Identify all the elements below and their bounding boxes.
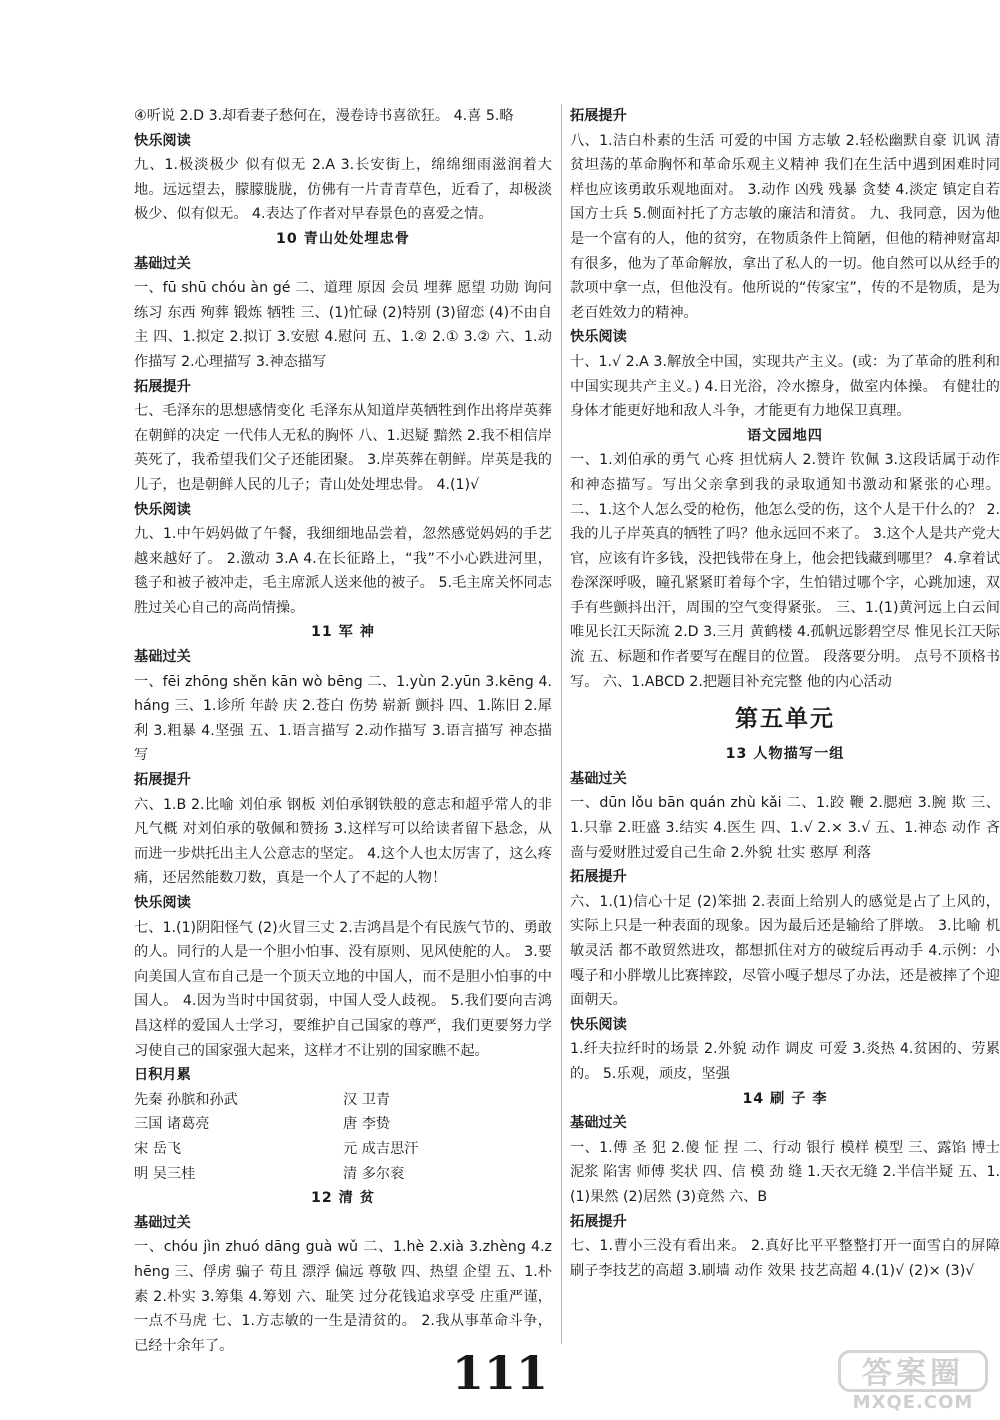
lesson-title: 10 青山处处埋忠骨 (276, 230, 410, 247)
answer-paragraph: 七、毛泽东的思想感情变化 毛泽东从知道岸英牺牲到作出将岸英葬在朝鲜的决定 一代伟人无私的胸怀 八、1.迟疑 黯然 2.我不相信岸英死了，我希望我们父子还能团聚。 3.岸英葬在朝鲜。岸英是我的儿子，也是朝鲜人民的儿子；青山处处埋忠骨。 4.(1)√ (134, 403, 552, 493)
lesson-title: 13 人物描写一组 (725, 746, 845, 763)
watermark-logo-text: 答案圈 (838, 1350, 988, 1392)
answer-paragraph: 七、1.(1)阴阳怪气 (2)火冒三丈 2.吉鸿昌是个有民族气节的、勇敢的人。同行的人是一个胆小怕事、没有原则、见风使舵的人。 3.要向美国人宣布自己是一个顶天立地的中国人，而不是胆小怕事的中国人。 4.因为当时中国贫弱，中国人受人歧视。 5.我们要向吉鸿昌这样的爱国人士学习，要维护自己国家的尊严，我们更要努力学习使自己的国家强大起来，这样才不让别的国家瞧不起。 (134, 919, 552, 1059)
answer-paragraph: 七、1.曹小三没有看出来。 2.真好比平平整整打开一面雪白的屏障 刷子李技艺的高超 3.刷墙 动作 效果 技艺高超 4.(1)√ (2)× (3)√ (570, 1238, 1000, 1279)
section-heading: 快乐阅读 (570, 329, 627, 346)
column-divider (561, 104, 562, 1344)
answer-paragraph: 一、chóu jìn zhuó dāng guà wǔ 二、1.hè 2.xià 3.zhèng 4.zhēng 三、俘虏 骗子 苟且 漂浮 偏远 尊敬 四、热望 企望 五、1.朴素 2.朴实 3.筹集 4.筹划 六、耻笑 过分花钱追求享受 庄重严谨，一点不马虎 七、1.方志敏的一生是清贫的。 2.我从事革命斗争，已经十余年了。 (134, 1239, 552, 1354)
table-row (134, 1112, 552, 1137)
unit-title: 第五单元 (735, 706, 835, 733)
lesson-title: 11 军 神 (311, 624, 375, 641)
table-cell: 汉 卫青 (343, 1091, 391, 1108)
section-heading: 拓展提升 (570, 1213, 627, 1230)
lesson-title: 12 清 贫 (311, 1190, 375, 1207)
section-heading: 拓展提升 (134, 378, 191, 395)
watermark-logo (838, 1348, 988, 1414)
answer-paragraph: 六、1.B 2.比喻 刘伯承 钢板 刘伯承钢铁般的意志和超乎常人的非凡气概 对刘伯承的敬佩和赞扬 3.这样写可以给读者留下悬念，从而进一步烘托出主人公意志的坚定。 4.这个人也太厉害了，这么疼痛，还居然能数刀数，真是一个人了不起的人物！ (134, 796, 552, 887)
section-heading: 快乐阅读 (134, 132, 191, 149)
answer-paragraph: 一、fēi zhōng shěn kān wò bēng 二、1.yùn 2.yūn 3.kēng 4.háng 三、1.诊所 年龄 庆 2.苍白 伤势 崭新 颤抖 四、1.陈旧 2.犀利 3.粗暴 4.坚强 五、1.语言描写 2.动作描写 3.语言描写 神态描写 (134, 673, 552, 764)
table-cell: 明 吴三桂 (134, 1165, 196, 1182)
answer-paragraph: 九、1.中午妈妈做了午餐，我细细地品尝着，忽然感觉妈妈的手艺越来越好了。 2.激动 3.A 4.在长征路上，“我”不小心跌进河里，毯子和被子被冲走，毛主席派人送来他的被子。 5.毛主席关怀同志胜过关心自己的高尚情操。 (134, 526, 552, 616)
answer-paragraph: 一、dūn lǒu bān quán zhù kǎi 二、1.跤 鞭 2.腮疤 3.腕 欺 三、1.只靠 2.旺盛 3.结实 4.医生 四、1.√ 2.× 3.√ 五、1.神态 动作 吝啬与爱财胜过爱自己生命 2.外貌 壮实 憨厚 利落 (570, 795, 1000, 861)
answer-paragraph: 一、1.刘伯承的勇气 心疼 担忧病人 2.赞许 钦佩 3.这段话属于动作和神态描写。写出父亲拿到我的录取通知书激动和紧张的心理。 二、1.这个人怎么受的枪伤，他怎么受的伤，这个人是干什么的？ 2.我的儿子岸英真的牺牲了吗？他永远回不来了。 3.这个人是共产党大官，应该有许多钱，没把钱带在身上，他会把钱藏到哪里？ 4.拿着试卷深深呼吸，瞳孔紧紧盯着每个字，生怕错过哪个字，心跳加速，双手有些颤抖出汗，周围的空气变得紧张。 三、1.(1)黄河远上白云间 唯见长江天际流 2.D 3.三月 黄鹤楼 4.孤帆远影碧空尽 惟见长江天际流 五、标题和作者要写在醒目的位置。 段落要分明。 点号不顶格书写。 六、1.ABCD 2.把题目补充完整 他的内心活动 (570, 452, 1000, 690)
table-cell: 三国 诸葛亮 (134, 1116, 210, 1133)
answer-paragraph: 十、1.√ 2.A 3.解放全中国，实现共产主义。(或：为了革命的胜利和中国实现共产主义。) 4.日光浴，冷水擦身，做室内体操。 有健壮的身体才能更好地和敌人斗争，才能更有力地保卫真理。 (570, 353, 1000, 420)
watermark-site: MXQE.COM (852, 1392, 974, 1413)
section-heading: 快乐阅读 (570, 1016, 627, 1033)
table-cell: 元 成吉思汗 (343, 1140, 419, 1157)
section-heading: 基础过关 (570, 770, 627, 787)
table-row (134, 1137, 552, 1162)
table-cell: 先秦 孙膑和孙武 (134, 1091, 238, 1108)
table-cell: 唐 李贽 (343, 1116, 391, 1133)
section-heading: 拓展提升 (134, 772, 191, 789)
figures-table (134, 1088, 552, 1186)
page-number: 111 (451, 1346, 549, 1400)
right-column (570, 104, 1000, 1283)
answer-paragraph: 一、1.傅 圣 犯 2.傻 怔 捏 二、行动 银行 模样 模型 三、露馅 博士 泥浆 陷害 师傅 奖状 四、信 模 劲 缝 1.天衣无缝 2.半信半疑 五、1.(1)果然 (2)居然 (3)竟然 六、B (570, 1139, 1000, 1205)
section-heading: 基础过关 (134, 1214, 191, 1231)
table-cell: 宋 岳飞 (134, 1140, 182, 1157)
answer-paragraph: 一、fū shū chóu àn gé 二、道理 原因 会员 埋葬 愿望 功勋 询问 练习 东西 殉葬 锻炼 牺牲 三、(1)忙碌 (2)特别 (3)留恋 (4)不由自主 四、1.拟定 2.拟订 3.安慰 4.慰问 五、1.② 2.① 3.② 六、1.动作描写 2.心理描写 3.神态描写 (134, 280, 552, 370)
answer-paragraph: 八、1.洁白朴素的生活 可爱的中国 方志敏 2.轻松幽默自豪 讥讽 清贫坦荡的革命胸怀和革命乐观主义精神 我们在生活中遇到困难时同样也应该勇敢乐观地面对。 3.动作 凶残 残暴 贪婪 4.淡定 镇定自若 国方士兵 5.侧面衬托了方志敏的廉洁和清贫。 九、我同意，因为他是一个富有的人，他的贫穷，在物质条件上简陋，但他的精神财富却有很多，他为了革命解放，拿出了私人的一切。他自然可以从经手的款项中拿一点，但他没有。他所说的“传家宝”，传的不是物质，是为老百姓效力的精神。 (570, 132, 1000, 321)
section-heading: 基础过关 (134, 649, 191, 666)
section-heading: 快乐阅读 (134, 501, 191, 518)
table-cell: 清 多尔衮 (343, 1165, 405, 1182)
left-column (134, 104, 552, 1358)
answer-paragraph: 1.纤夫拉纤时的场景 2.外貌 动作 调皮 可爱 3.炎热 4.贫困的、劳累的。 5.乐观，顽皮，坚强 (570, 1041, 1000, 1082)
lesson-title: 语文园地四 (747, 427, 823, 444)
table-row (134, 1162, 552, 1187)
answer-paragraph: ④听说 2.D 3.却看妻子愁何在，漫卷诗书喜欲狂。 4.喜 5.略 (134, 108, 514, 124)
section-heading: 快乐阅读 (134, 895, 191, 911)
section-heading: 基础过关 (134, 255, 191, 272)
section-heading: 拓展提升 (570, 869, 627, 886)
section-heading: 日积月累 (134, 1067, 191, 1084)
section-heading: 拓展提升 (570, 108, 627, 124)
answer-paragraph: 九、1.极淡极少 似有似无 2.A 3.长安街上，绵绵细雨滋润着大地。远远望去，朦朦胧胧，仿佛有一片青青草色，近看了，却极淡极少、似有似无。 4.表达了作者对早春景色的喜爱之情。 (134, 157, 552, 223)
answer-paragraph: 六、1.(1)信心十足 (2)笨拙 2.表面上给别人的感觉是占了上风的，实际上只是一种表面的现象。因为最后还是输给了胖墩。 3.比喻 机敏灵活 都不敢贸然进攻，都想抓住对方的破绽后再动手 4.示例：小嘎子和小胖墩儿比赛摔跤，尽管小嘎子想尽了办法，还是被摔了个迎面朝天。 (570, 893, 1000, 1009)
section-heading: 基础过关 (570, 1115, 627, 1132)
table-row (134, 1088, 552, 1113)
lesson-title: 14 刷 子 李 (742, 1090, 828, 1107)
